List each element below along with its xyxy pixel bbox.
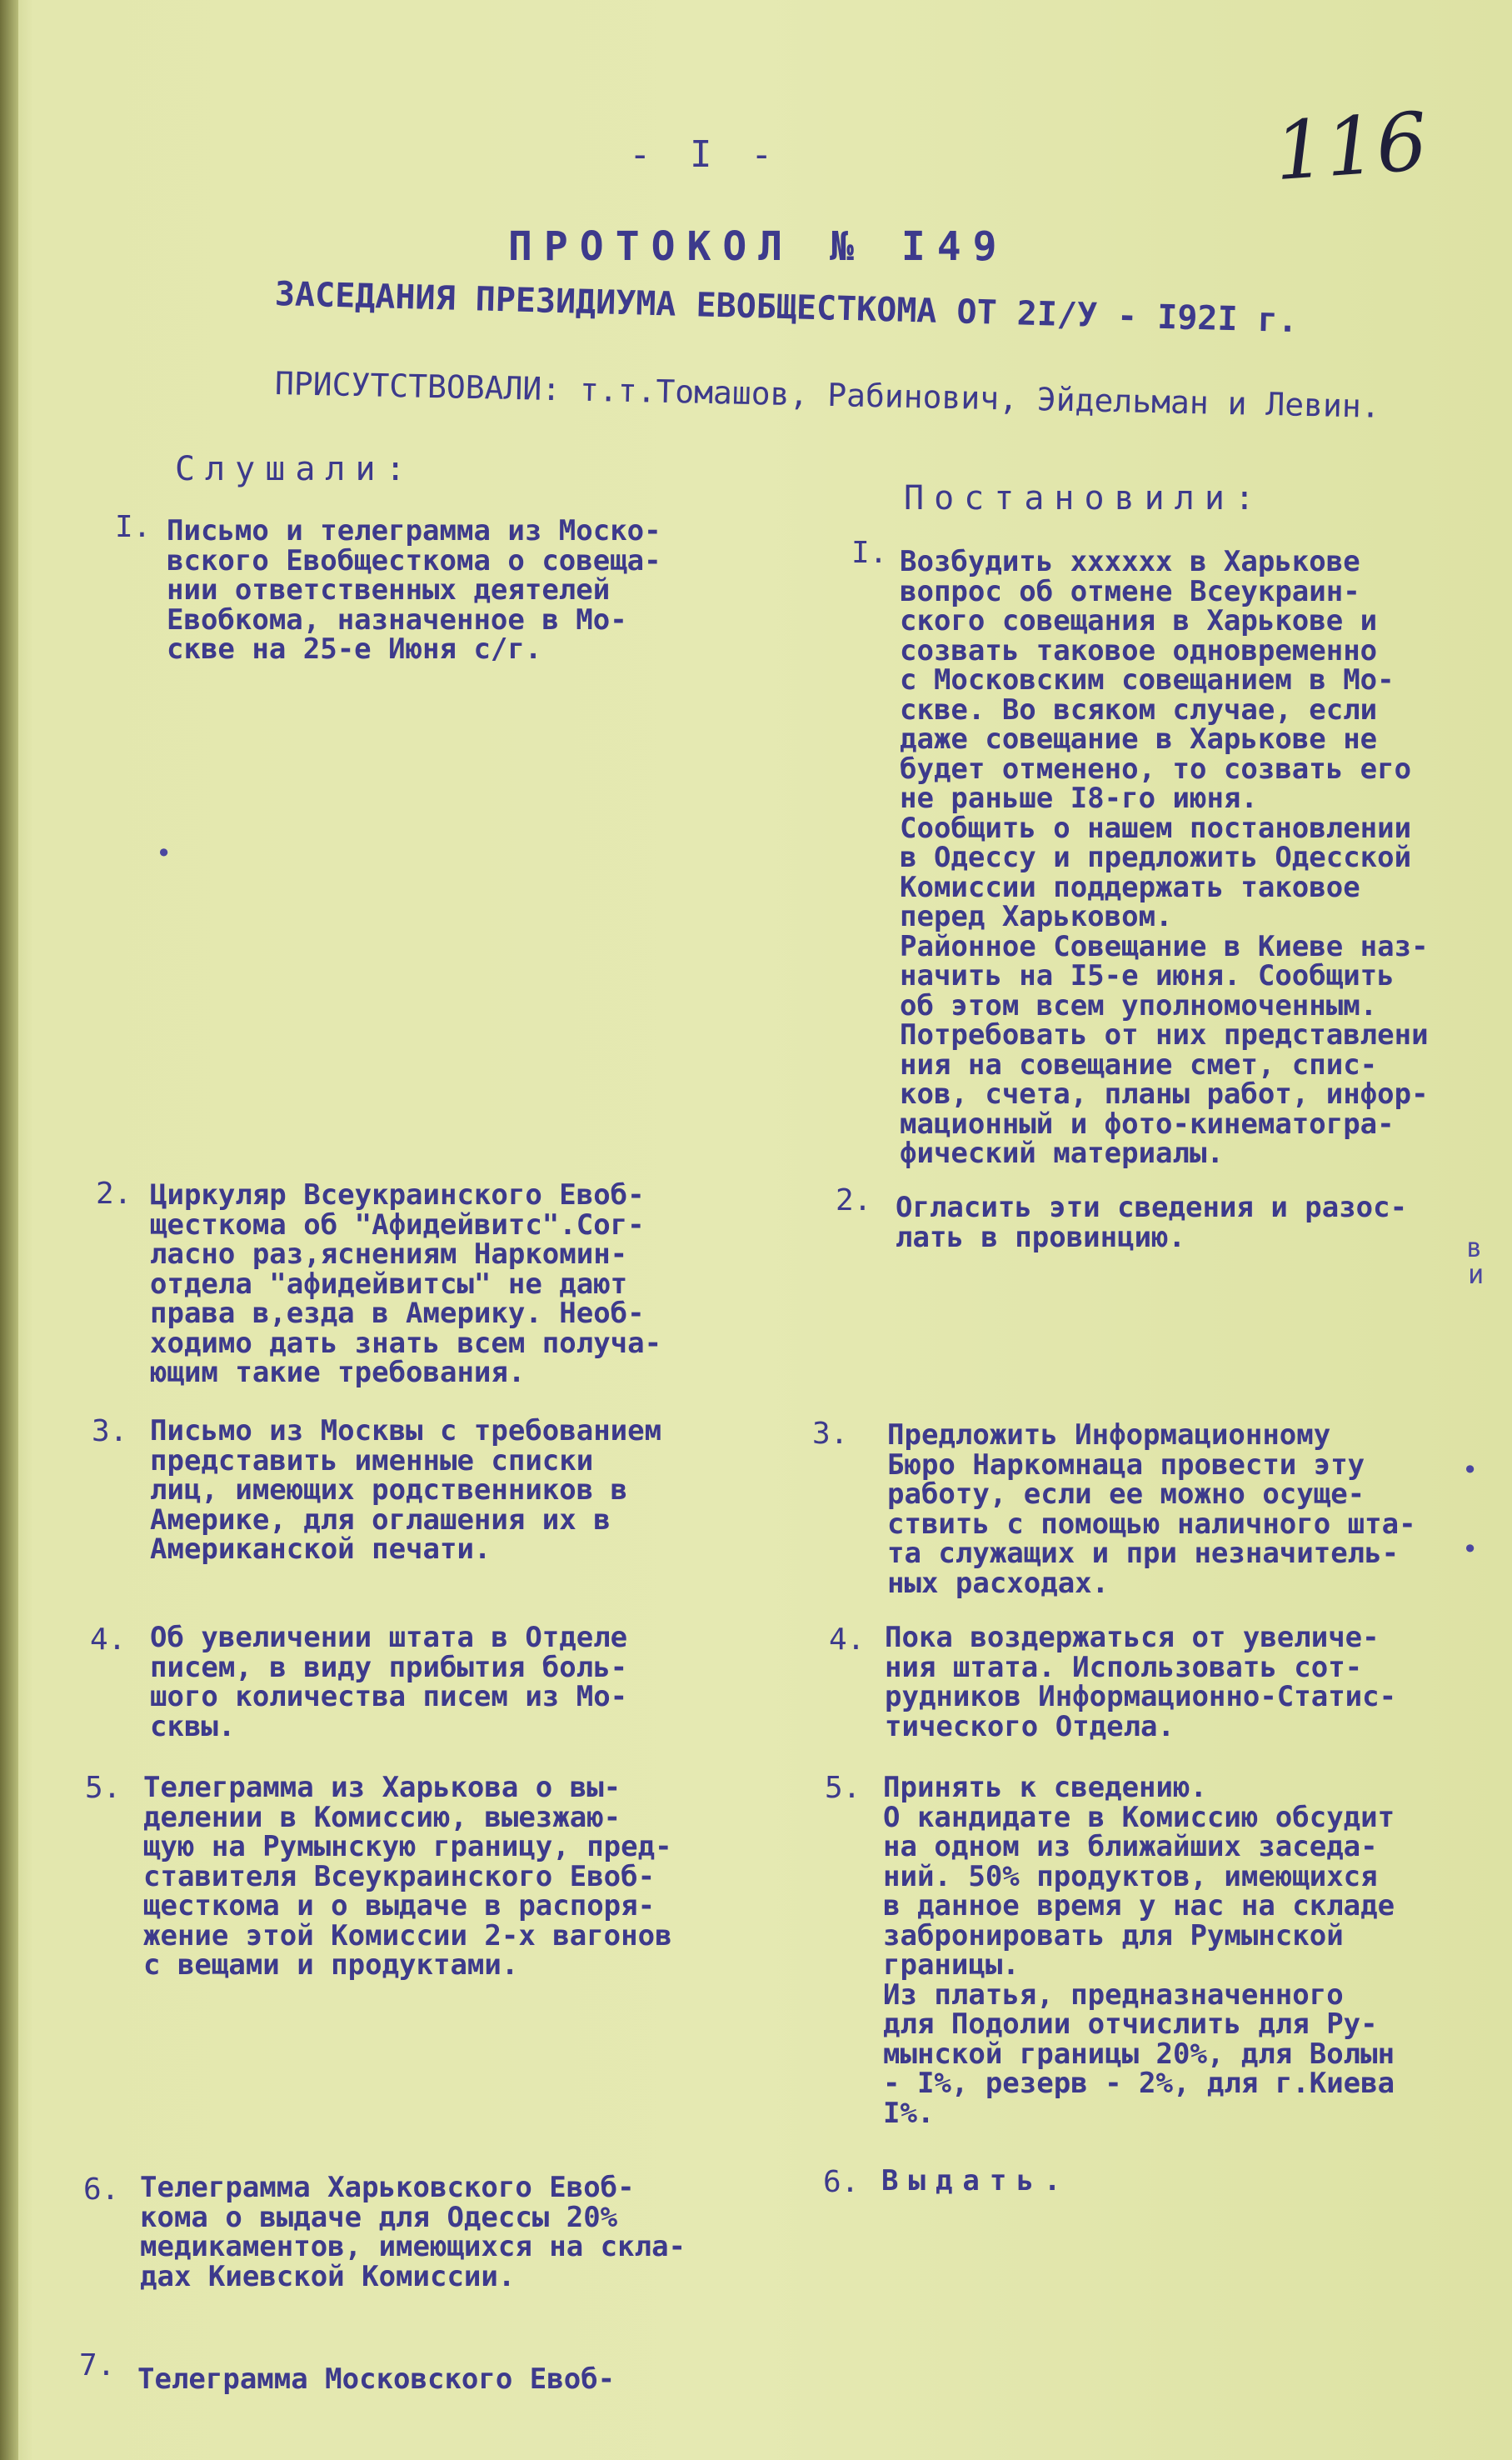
item-heard-text: Письмо и телеграмма из Моско- вского Евобщесткома о совеща- нии ответственных деятелей Евобкома, назначенное в Мо- скве на 25-е Июня с/г. xyxy=(167,514,661,666)
item-resolved-text: Предложить Информационному Бюро Наркомнаца провести эту работу, если ее можно осуще- ствить с помощью наличного шта- та служащих и при незначитель- ных расходах. xyxy=(887,1418,1416,1600)
page-binding-edge xyxy=(0,0,18,2460)
item-number: I. xyxy=(115,510,152,544)
page-number: - I - xyxy=(629,133,781,176)
margin-mark: в xyxy=(1466,1232,1483,1263)
item-number: 5. xyxy=(85,1771,122,1805)
item-heard-text: Телеграмма Московского Евоб- xyxy=(137,2362,616,2396)
item-number: 7. xyxy=(79,2348,116,2382)
folio-number: 116 xyxy=(1271,94,1430,199)
resolution-number: 3. xyxy=(812,1417,849,1451)
resolution-number: 5. xyxy=(825,1771,861,1805)
attendees-line: ПРИСУТСТВОВАЛИ: т.т.Томашов, Рабинович, Эйдельман и Левин. xyxy=(274,365,1381,425)
protocol-title: ПРОТОКОЛ № I49 xyxy=(508,223,1009,270)
margin-dot: • xyxy=(156,838,172,869)
margin-dot: • xyxy=(1462,1454,1479,1486)
resolution-number: 2. xyxy=(836,1183,872,1218)
margin-mark: и xyxy=(1468,1258,1485,1290)
item-number: 2. xyxy=(96,1177,132,1211)
item-heard-text: Письмо из Москвы с требованием представить именные списки лиц, имеющих родственников в Америке, для оглашения их в Американской печати. xyxy=(150,1414,662,1566)
item-heard-text: Об увеличении штата в Отделе писем, в виду прибытия боль- шого количества писем из Мо- сквы. xyxy=(150,1621,628,1743)
item-resolved-text: Пока воздержаться от увеличе- ния штата. Использовать сот- рудников Информационно-Статис- тического Отдела. xyxy=(885,1621,1397,1743)
item-resolved-text: Выдать. xyxy=(881,2164,1071,2198)
item-resolved-text: Огласить эти сведения и разос- лать в провинцию. xyxy=(896,1191,1408,1254)
item-heard-text: Циркуляр Всеукраинского Евоб- щесткома об "Афидейвитс".Сог- ласно раз,яснениям Наркомин- отдела "афидейвитсы" не дают права в,езда в Америку. Необ- ходимо дать знать всем получа- ющим такие требования. xyxy=(150,1178,662,1389)
protocol-subtitle: ЗАСЕДАНИЯ ПРЕЗИДИУМА ЕВОБЩЕСТКОМА ОТ 2I/У - I92I г. xyxy=(274,275,1299,341)
margin-dot: • xyxy=(1462,1533,1479,1565)
heard-header: Слушали: xyxy=(175,450,416,488)
item-number: 6. xyxy=(83,2172,120,2207)
item-resolved-text: Принять к сведению. О кандидате в Комиссию обсудит на одном из ближайших заседа- ний. 50% продуктов, имеющихся в данное время у нас на складе забронировать для Румынской границы. Из платья, предназначенного для Подолии отчислить для Ру- мынской границы 20%, для Волын - I%, резерв - 2%, для г.Киева I%. xyxy=(883,1771,1395,2130)
item-number: 3. xyxy=(92,1414,128,1448)
resolution-number: 4. xyxy=(829,1622,866,1657)
item-heard-text: Телеграмма Харьковского Евоб- кома о выдаче для Одессы 20% медикаментов, имеющихся на скла- дах Киевской Комиссии. xyxy=(140,2171,686,2293)
item-resolved-text: Возбудить xxxxxx в Харькове вопрос об отмене Всеукраин- ского совещания в Харькове и созвать таковое одновременно с Московским совещанием в Мо- скве. Во всяком случае, если даже совещание в Харькове не будет отменено, то созвать его не раньше I8-го июня. Сообщить о нашем постановлении в Одессу и предложить Одесской Комиссии поддержать таковое перед Харьковом. Районное Совещание в Киеве наз- начить на I5-е июня. Сообщить об этом всем уполномоченным. Потребовать от них представлени ния на совещание смет, спис- ков, счета, планы работ, инфор- мационный и фото-кинематогра- фический материалы. xyxy=(900,545,1429,1170)
item-number: 4. xyxy=(90,1622,127,1657)
item-heard-text: Телеграмма из Харькова о вы- делении в Комиссию, выезжаю- щую на Румынскую границу, пред- ставителя Всеукраинского Евоб- щесткома и о выдаче в распоря- жение этой Комиссии 2-х вагонов с вещами и продуктами. xyxy=(143,1771,672,1982)
resolved-header: Постановили: xyxy=(904,479,1265,518)
resolution-number: 6. xyxy=(823,2165,860,2199)
resolution-number: I. xyxy=(851,536,888,570)
